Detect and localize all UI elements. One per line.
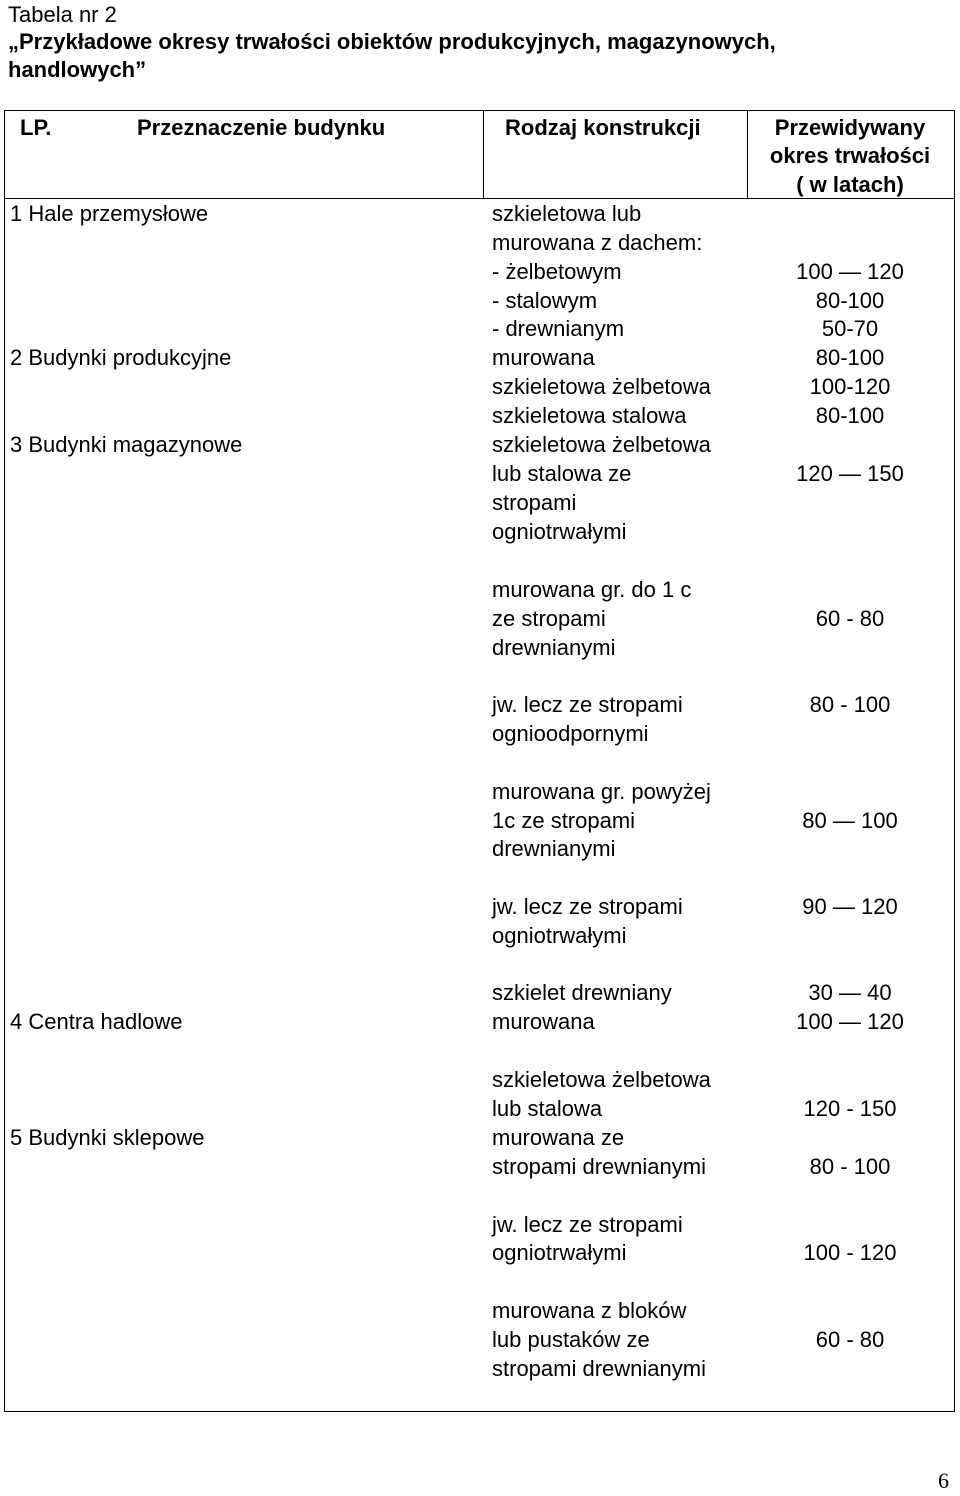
lifetime-cell: 100 — 120 [796, 259, 904, 284]
construction-cell: ze stropami [492, 606, 606, 631]
lifetime-cell: 30 — 40 [808, 980, 892, 1005]
construction-cell: murowana ze [492, 1125, 625, 1150]
construction-cell: - drewnianym [492, 316, 625, 341]
lifetime-cell: 80 - 100 [809, 692, 891, 717]
header-construction: Rodzaj konstrukcji [505, 115, 701, 140]
construction-cell: stropami drewnianymi [492, 1356, 706, 1381]
construction-cell: 1c ze stropami [492, 808, 636, 833]
construction-cell: drewnianymi [492, 635, 616, 660]
construction-cell: szkieletowa żelbetowa [492, 1067, 711, 1092]
construction-cell: jw. lecz ze stropami [492, 692, 683, 717]
construction-cell: ognioodpornymi [492, 721, 649, 746]
construction-cell: stropami [492, 490, 577, 515]
construction-cell: jw. lecz ze stropami [492, 1212, 683, 1237]
header-lifetime-line-3: ( w latach) [796, 172, 904, 197]
construction-cell: ogniotrwałymi [492, 923, 627, 948]
construction-cell: lub pustaków ze [492, 1327, 650, 1352]
table-title-line-1: „Przykładowe okresy trwałości obiektów produkcyjnych, magazynowych, [8, 29, 776, 54]
lifetime-cell: 60 - 80 [815, 606, 885, 631]
lifetime-cell: 80-100 [815, 403, 885, 428]
construction-cell: murowana z dachem: [492, 230, 703, 255]
lifetime-cell: 80 — 100 [802, 808, 898, 833]
page-number: 6 [938, 1468, 949, 1493]
construction-cell: - stalowym [492, 288, 598, 313]
row-purpose: 4 Centra hadlowe [10, 1009, 183, 1034]
lifetime-cell: 120 - 150 [803, 1096, 897, 1121]
construction-cell: murowana gr. do 1 c [492, 577, 692, 602]
header-lifetime-line-2: okres trwałości [769, 143, 931, 168]
construction-cell: szkieletowa żelbetowa [492, 374, 711, 399]
construction-cell: - żelbetowym [492, 259, 622, 284]
lifetime-cell: 50-70 [821, 316, 879, 341]
lifetime-cell: 100-120 [809, 374, 891, 399]
header-lp: LP. [20, 115, 52, 140]
lifetime-cell: 90 — 120 [802, 894, 898, 919]
construction-cell: jw. lecz ze stropami [492, 894, 683, 919]
construction-cell: stropami drewnianymi [492, 1154, 706, 1179]
lifetime-cell: 80 - 100 [809, 1154, 891, 1179]
table-title-line-2: handlowych” [8, 57, 147, 82]
construction-cell: ogniotrwałymi [492, 1240, 627, 1265]
column-divider [483, 110, 484, 198]
construction-cell: lub stalowa ze [492, 461, 632, 486]
header-lifetime-line-1: Przewidywany [774, 115, 926, 140]
construction-cell: drewnianymi [492, 836, 616, 861]
row-purpose: 3 Budynki magazynowe [10, 432, 243, 457]
lifetime-cell: 100 — 120 [796, 1009, 904, 1034]
column-divider [747, 110, 748, 198]
row-purpose: 2 Budynki produkcyjne [10, 345, 232, 370]
header-purpose: Przeznaczenie budynku [137, 115, 386, 140]
construction-cell: szkieletowa lub [492, 201, 642, 226]
construction-cell: murowana gr. powyżej [492, 779, 711, 804]
construction-cell: szkieletowa żelbetowa [492, 432, 711, 457]
construction-cell: murowana z bloków [492, 1298, 687, 1323]
lifetime-cell: 100 - 120 [803, 1240, 897, 1265]
lifetime-cell: 60 - 80 [815, 1327, 885, 1352]
construction-cell: ogniotrwałymi [492, 519, 627, 544]
construction-cell: szkielet drewniany [492, 980, 672, 1005]
lifetime-cell: 120 — 150 [796, 461, 904, 486]
row-purpose: 1 Hale przemysłowe [10, 201, 209, 226]
row-purpose: 5 Budynki sklepowe [10, 1125, 205, 1150]
construction-cell: szkieletowa stalowa [492, 403, 687, 428]
construction-cell: murowana [492, 345, 595, 370]
lifetime-cell: 80-100 [815, 345, 885, 370]
lifetime-cell: 80-100 [815, 288, 885, 313]
construction-cell: murowana [492, 1009, 595, 1034]
table-label: Tabela nr 2 [8, 2, 117, 27]
construction-cell: lub stalowa [492, 1096, 603, 1121]
